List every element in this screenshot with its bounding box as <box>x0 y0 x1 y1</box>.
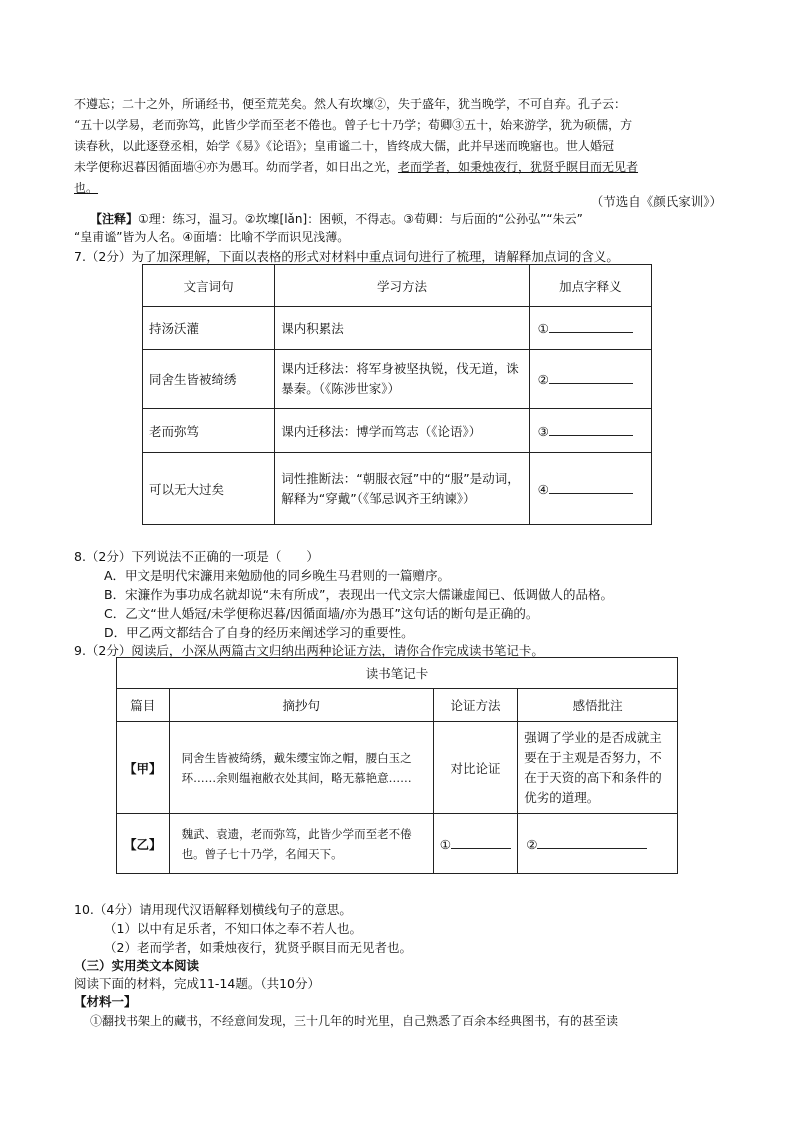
q9-header-method: 论证方法 <box>433 689 517 722</box>
q7-answer-blank-2[interactable] <box>549 371 633 384</box>
passage-line-3: 读春秋，以此逐登丞相，始学《易》《论语》；皇甫谧二十，皆终成大儒，此并早迷而晚寤也。世人婚冠 <box>74 139 615 153</box>
q9-label-jia: 【甲】 <box>117 722 170 814</box>
q7-row <box>143 453 652 525</box>
q7-method-3: 课内迁移法：博学而笃志（《论语》） <box>275 409 529 453</box>
q7-answer-blank-3[interactable] <box>549 423 633 436</box>
q7-method-4: 词性推断法：“朝服衣冠”中的“服”是动词，解释为“穿戴”（《邹忌讽齐王纳谏》） <box>275 453 529 525</box>
q7-answer-num-4: ④ <box>537 481 549 497</box>
q9-row-yi <box>117 814 678 874</box>
q7-header-row <box>143 265 652 307</box>
section-instruction: 阅读下面的材料，完成11-14题。（共10分） <box>74 976 320 991</box>
q7-answer-cell-2 <box>529 350 651 409</box>
passage <box>74 94 724 199</box>
q8-option-a[interactable]: A．甲文是明代宋濂用来勉励他的同乡晚生马君则的一篇赠序。 <box>104 568 451 583</box>
q7-header-meaning: 加点字释义 <box>529 265 651 307</box>
q10-item-1: （1）以中有足乐者，不知口体之奉不若人也。 <box>104 921 362 936</box>
q7-header-phrase: 文言词句 <box>143 265 275 307</box>
q7-answer-cell-1 <box>529 307 651 350</box>
passage-line-2: “五十以学易，老而弥笃，此皆少学而至老不倦也。曾子七十乃学；荀卿③五十，始来游学，犹为硕儒，方 <box>74 118 633 132</box>
passage-line-1: 不遵忘；二十之外，所诵经书，便至荒芜矣。然人有坎壈②，失于盛年，犹当晚学，不可自弃。孔子云： <box>74 97 627 111</box>
q9-header-excerpt: 摘抄句 <box>169 689 433 722</box>
q7-phrase-4: 可以无大过矣 <box>143 453 275 525</box>
q7-method-2: 课内迁移法：将军身被坚执锐，伐无道，诛暴秦。（《陈涉世家》） <box>275 350 529 409</box>
note-label: 【注释】 <box>90 212 139 226</box>
q9-method-yi-num: ① <box>439 836 452 852</box>
q7-answer-cell-4 <box>529 453 651 525</box>
q7-answer-blank-1[interactable] <box>549 320 633 333</box>
q7-phrase-1: 持汤沃灌 <box>143 307 275 350</box>
q10-item-2: （2）老而学者，如秉烛夜行，犹贤乎瞑目而无见者也。 <box>104 940 412 955</box>
q8-option-c[interactable]: C．乙文“世人婚冠/未学便称迟暮/因循面墙/亦为愚耳”这句话的断句是正确的。 <box>104 606 539 621</box>
q9-note-yi-cell <box>518 814 678 874</box>
q9-header-note: 感悟批注 <box>518 689 678 722</box>
q7-row <box>143 350 652 409</box>
section-heading: （三）实用类文本阅读 <box>74 958 200 973</box>
q9-note-card <box>116 657 678 874</box>
note-line-1 <box>90 210 583 227</box>
q8-prompt: 8.（2分）下列说法不正确的一项是（ ） <box>74 549 319 564</box>
q9-card-title: 读书笔记卡 <box>117 658 678 689</box>
q9-method-jia: 对比论证 <box>433 722 517 814</box>
q7-method-1: 课内积累法 <box>275 307 529 350</box>
q7-answer-num-1: ① <box>537 321 549 336</box>
q9-method-yi-blank[interactable] <box>451 836 511 849</box>
q7-answer-blank-4[interactable] <box>549 481 633 494</box>
q7-header-method: 学习方法 <box>275 265 529 307</box>
note-line-2: “皇甫谧”皆为人名。④面墙：比喻不学而识见浅薄。 <box>74 230 350 244</box>
q7-prompt: 7.（2分）为了加深理解，下面以表格的形式对材料中重点词句进行了梳理，请解释加点词的含义。 <box>74 249 619 264</box>
q7-answer-cell-3 <box>529 409 651 453</box>
q9-header-row <box>117 689 678 722</box>
material-line-1: ①翻找书架上的藏书，不经意间发现，三十几年的时光里，自己熟悉了百余本经典图书，有的甚至读 <box>90 1014 619 1028</box>
passage-line-4 <box>74 157 724 178</box>
q9-method-yi-cell <box>433 814 517 874</box>
q9-title-row <box>117 658 678 689</box>
q9-note-yi-blank[interactable] <box>537 836 647 849</box>
q9-note-jia: 强调了学业的是否成就主要在于主观是否努力，不在于天资的高下和条件的优劣的道理。 <box>518 722 678 814</box>
q9-row-jia <box>117 722 678 814</box>
q8-option-b[interactable]: B．宋濂作为事功成名就却说“未有所成”，表现出一代文宗大儒谦虚闻已、低调做人的品格。 <box>104 587 614 602</box>
q7-phrase-3: 老而弥笃 <box>143 409 275 453</box>
passage-line-4-plain: 未学便称迟暮因循面墙④亦为愚耳。幼而学者，如日出之光， <box>74 160 399 174</box>
q9-header-title: 篇目 <box>117 689 170 722</box>
q7-table <box>142 264 652 525</box>
passage-line-5-text: 也。 <box>74 181 99 195</box>
material-label: 【材料一】 <box>74 994 137 1009</box>
q7-row <box>143 409 652 453</box>
note-text-1: ①理：练习，温习。②坎壈[lǎn]：困顿，不得志。③荀卿：与后面的“公孙弘”“朱云” <box>138 212 583 226</box>
q9-excerpt-jia: 同舍生皆被绮绣，戴朱缨宝饰之帽，腰白玉之环……余则缊袍敝衣处其间，略无慕艳意…… <box>169 722 433 814</box>
passage-underlined-sentence: 老而学者，如秉烛夜行，犹贤乎瞑目而无见者 <box>398 160 639 174</box>
q7-answer-num-2: ② <box>537 372 549 387</box>
q9-excerpt-yi: 魏武、袁遗，老而弥笃，此皆少学而至老不倦也。曾子七十乃学，名闻天下。 <box>169 814 433 874</box>
passage-source: （节选自《颜氏家训》） <box>590 194 722 209</box>
q7-answer-num-3: ③ <box>537 423 549 439</box>
q9-prompt: 9.（2分）阅读后，小深从两篇古文归纳出两种论证方法，请你合作完成读书笔记卡。 <box>74 643 544 658</box>
q9-label-yi: 【乙】 <box>117 814 170 874</box>
q9-note-yi-num: ② <box>526 836 538 852</box>
q8-option-d[interactable]: D．甲乙两文都结合了自身的经历来阐述学习的重要性。 <box>104 625 414 640</box>
q7-row <box>143 307 652 350</box>
q7-phrase-2: 同舍生皆被绮绣 <box>143 350 275 409</box>
q10-prompt: 10.（4分）请用现代汉语解释划横线句子的意思。 <box>74 902 352 917</box>
